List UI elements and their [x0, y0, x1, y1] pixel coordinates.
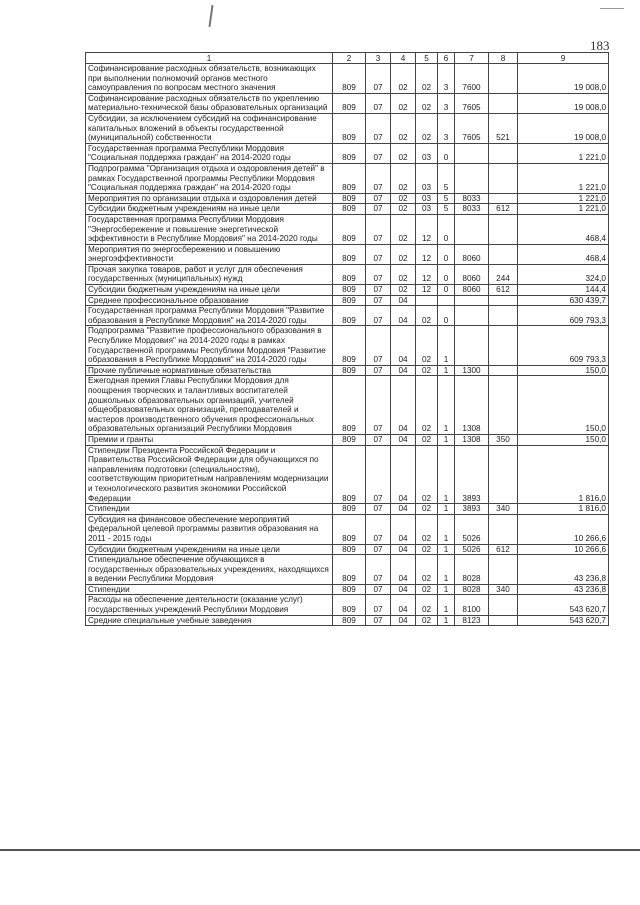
expense-type-code-cell	[489, 214, 518, 244]
table-row	[86, 376, 609, 435]
article-code-cell: 8123	[455, 615, 489, 626]
amount-cell: 609 793,3	[518, 306, 609, 326]
table-row	[86, 163, 609, 193]
chapter-code-cell: 809	[333, 214, 366, 244]
row-name-cell: Стипендиальное обеспечение обучающихся в государственных образовательных учреждениях, находящихся в ведении Республики Мордовия	[86, 555, 333, 585]
subprogram-code-cell: 1	[438, 445, 455, 504]
subprogram-code-cell: 1	[438, 434, 455, 445]
column-header: 5	[416, 53, 438, 64]
chapter-code-cell: 809	[333, 326, 366, 365]
expense-type-code-cell: 521	[489, 113, 518, 143]
article-code-cell: 8028	[455, 555, 489, 585]
expense-type-code-cell	[489, 163, 518, 193]
table-body	[86, 64, 609, 626]
expense-type-code-cell: 612	[489, 544, 518, 555]
table-row	[86, 143, 609, 163]
scan-artifact-corner	[600, 8, 624, 9]
row-name-cell: Средние специальные учебные заведения	[86, 615, 333, 626]
row-name-cell: Государственная программа Республики Мордовия "Социальная поддержка граждан" на 2014-2020 годы	[86, 143, 333, 163]
expense-type-code-cell	[489, 193, 518, 204]
amount-cell: 1 221,0	[518, 163, 609, 193]
amount-cell: 43 236,8	[518, 584, 609, 595]
subsection-code-cell: 02	[391, 214, 416, 244]
table-row	[86, 295, 609, 306]
program-code-cell: 02	[416, 326, 438, 365]
section-code-cell: 07	[366, 244, 391, 264]
table-row	[86, 326, 609, 365]
table-header-row	[86, 53, 609, 64]
row-name-cell: Субсидия на финансовое обеспечение мероприятий федеральной целевой программы развития образования на 2011 - 2015 годы	[86, 514, 333, 544]
subsection-code-cell: 02	[391, 285, 416, 296]
amount-cell: 609 793,3	[518, 326, 609, 365]
program-code-cell: 02	[416, 113, 438, 143]
expense-type-code-cell	[489, 64, 518, 94]
section-code-cell: 07	[366, 306, 391, 326]
row-name-cell: Стипендии Президента Российской Федерации и Правительства Российской Федерации для обучающихся по направлениям подготовки (специальностям), соответствующим приоритетным направлениям модернизации и технологического развития экономики Российской Федерации	[86, 445, 333, 504]
article-code-cell: 8033	[455, 193, 489, 204]
subsection-code-cell: 02	[391, 143, 416, 163]
section-code-cell: 07	[366, 544, 391, 555]
article-code-cell: 1308	[455, 376, 489, 435]
row-name-cell: Государственная программа Республики Мордовия "Энергосбережение и повышение энергетической эффективности в Республике Мордовия" на 2014-2020 годы	[86, 214, 333, 244]
amount-cell: 1 816,0	[518, 504, 609, 515]
article-code-cell: 1308	[455, 434, 489, 445]
chapter-code-cell: 809	[333, 445, 366, 504]
chapter-code-cell: 809	[333, 306, 366, 326]
expense-type-code-cell	[489, 365, 518, 376]
column-header: 9	[518, 53, 609, 64]
subprogram-code-cell: 1	[438, 376, 455, 435]
amount-cell: 43 236,8	[518, 555, 609, 585]
program-code-cell	[416, 295, 438, 306]
amount-cell: 1 816,0	[518, 445, 609, 504]
subsection-code-cell: 04	[391, 544, 416, 555]
table-row	[86, 93, 609, 113]
program-code-cell: 03	[416, 193, 438, 204]
column-header: 7	[455, 53, 489, 64]
subprogram-code-cell	[438, 295, 455, 306]
row-name-cell: Подпрограмма "Организация отдыха и оздоровления детей" в рамках Государственной программы Республики Мордовия "Социальная поддержка граждан" на 2014-2020 годы	[86, 163, 333, 193]
article-code-cell: 8100	[455, 595, 489, 615]
scan-artifact-mark	[208, 5, 213, 27]
column-header: 4	[391, 53, 416, 64]
chapter-code-cell: 809	[333, 514, 366, 544]
subprogram-code-cell: 1	[438, 584, 455, 595]
amount-cell: 543 620,7	[518, 615, 609, 626]
program-code-cell: 03	[416, 163, 438, 193]
subprogram-code-cell: 1	[438, 365, 455, 376]
chapter-code-cell: 809	[333, 376, 366, 435]
section-code-cell: 07	[366, 193, 391, 204]
subprogram-code-cell: 3	[438, 64, 455, 94]
subsection-code-cell: 04	[391, 295, 416, 306]
subsection-code-cell: 04	[391, 514, 416, 544]
subsection-code-cell: 02	[391, 113, 416, 143]
chapter-code-cell: 809	[333, 544, 366, 555]
amount-cell: 468,4	[518, 244, 609, 264]
program-code-cell: 03	[416, 143, 438, 163]
table-row	[86, 244, 609, 264]
expense-type-code-cell	[489, 244, 518, 264]
subsection-code-cell: 02	[391, 193, 416, 204]
table-row	[86, 504, 609, 515]
expense-type-code-cell	[489, 376, 518, 435]
article-code-cell: 3893	[455, 445, 489, 504]
chapter-code-cell: 809	[333, 163, 366, 193]
subsection-code-cell: 04	[391, 376, 416, 435]
subsection-code-cell: 04	[391, 306, 416, 326]
subsection-code-cell: 04	[391, 555, 416, 585]
article-code-cell	[455, 326, 489, 365]
expense-type-code-cell: 244	[489, 264, 518, 284]
amount-cell: 324,0	[518, 264, 609, 284]
table-row	[86, 595, 609, 615]
subsection-code-cell: 04	[391, 595, 416, 615]
row-name-cell: Прочая закупка товаров, работ и услуг для обеспечения государственных (муниципальных) нужд	[86, 264, 333, 284]
subprogram-code-cell: 1	[438, 504, 455, 515]
article-code-cell	[455, 295, 489, 306]
chapter-code-cell: 809	[333, 143, 366, 163]
row-name-cell: Прочие публичные нормативные обязательства	[86, 365, 333, 376]
program-code-cell: 12	[416, 244, 438, 264]
article-code-cell: 8060	[455, 285, 489, 296]
program-code-cell: 02	[416, 376, 438, 435]
section-code-cell: 07	[366, 445, 391, 504]
row-name-cell: Стипендии	[86, 504, 333, 515]
article-code-cell: 1300	[455, 365, 489, 376]
chapter-code-cell: 809	[333, 584, 366, 595]
expense-type-code-cell: 340	[489, 584, 518, 595]
article-code-cell: 7605	[455, 93, 489, 113]
article-code-cell: 8033	[455, 204, 489, 215]
section-code-cell: 07	[366, 113, 391, 143]
table-row	[86, 615, 609, 626]
row-name-cell: Подпрограмма "Развитие профессионального образования в Республике Мордовия" на 2014-2020 годы в рамках Государственной программы Республики Мордовия "Развитие образования в Республике Мордовия" на 2014-2020 годы	[86, 326, 333, 365]
amount-cell: 144,4	[518, 285, 609, 296]
subprogram-code-cell: 5	[438, 193, 455, 204]
chapter-code-cell: 809	[333, 93, 366, 113]
column-header: 6	[438, 53, 455, 64]
chapter-code-cell: 809	[333, 285, 366, 296]
program-code-cell: 12	[416, 214, 438, 244]
section-code-cell: 07	[366, 295, 391, 306]
article-code-cell: 8028	[455, 584, 489, 595]
program-code-cell: 02	[416, 306, 438, 326]
program-code-cell: 02	[416, 584, 438, 595]
program-code-cell: 02	[416, 93, 438, 113]
chapter-code-cell: 809	[333, 64, 366, 94]
row-name-cell: Субсидии бюджетным учреждениям на иные цели	[86, 544, 333, 555]
program-code-cell: 02	[416, 615, 438, 626]
chapter-code-cell: 809	[333, 365, 366, 376]
program-code-cell: 03	[416, 204, 438, 215]
column-header: 1	[86, 53, 333, 64]
column-header: 3	[366, 53, 391, 64]
amount-cell: 19 008,0	[518, 113, 609, 143]
article-code-cell	[455, 163, 489, 193]
amount-cell: 468,4	[518, 214, 609, 244]
expense-type-code-cell: 340	[489, 504, 518, 515]
program-code-cell: 02	[416, 544, 438, 555]
budget-table	[85, 52, 609, 626]
expense-type-code-cell	[489, 143, 518, 163]
expense-type-code-cell: 612	[489, 285, 518, 296]
subsection-code-cell: 04	[391, 615, 416, 626]
article-code-cell: 3893	[455, 504, 489, 515]
subsection-code-cell: 04	[391, 504, 416, 515]
subprogram-code-cell: 1	[438, 595, 455, 615]
article-code-cell: 8060	[455, 244, 489, 264]
amount-cell: 1 221,0	[518, 193, 609, 204]
row-name-cell: Мероприятия по энергосбережению и повышению энергоэффективности	[86, 244, 333, 264]
program-code-cell: 02	[416, 445, 438, 504]
subsection-code-cell: 04	[391, 445, 416, 504]
subsection-code-cell: 02	[391, 244, 416, 264]
amount-cell: 630 439,7	[518, 295, 609, 306]
amount-cell: 543 620,7	[518, 595, 609, 615]
section-code-cell: 07	[366, 204, 391, 215]
expense-type-code-cell	[489, 93, 518, 113]
subprogram-code-cell: 5	[438, 163, 455, 193]
subprogram-code-cell: 0	[438, 214, 455, 244]
amount-cell: 19 008,0	[518, 64, 609, 94]
amount-cell: 19 008,0	[518, 93, 609, 113]
row-name-cell: Среднее профессиональное образование	[86, 295, 333, 306]
section-code-cell: 07	[366, 326, 391, 365]
table-row	[86, 214, 609, 244]
amount-cell: 150,0	[518, 365, 609, 376]
table-row	[86, 555, 609, 585]
row-name-cell: Мероприятия по организации отдыха и оздоровления детей	[86, 193, 333, 204]
row-name-cell: Ежегодная премия Главы Республики Мордовия для поощрения творческих и талантливых воспитателей дошкольных образовательных организаций, учителей общеобразовательных организаций, преподавателей и мастеров производственного обучения профессиональных образовательных организаций Республики Мордовия	[86, 376, 333, 435]
subsection-code-cell: 04	[391, 434, 416, 445]
scan-edge-line	[0, 849, 640, 851]
table-row	[86, 204, 609, 215]
chapter-code-cell: 809	[333, 555, 366, 585]
row-name-cell: Субсидии, за исключением субсидий на софинансирование капитальных вложений в объекты государственной (муниципальной) собственности	[86, 113, 333, 143]
amount-cell: 150,0	[518, 434, 609, 445]
chapter-code-cell: 809	[333, 434, 366, 445]
row-name-cell: Расходы на обеспечение деятельности (оказание услуг) государственных учреждений Республики Мордовия	[86, 595, 333, 615]
program-code-cell: 02	[416, 514, 438, 544]
article-code-cell: 5026	[455, 544, 489, 555]
subprogram-code-cell: 1	[438, 514, 455, 544]
article-code-cell	[455, 214, 489, 244]
subsection-code-cell: 04	[391, 584, 416, 595]
table-row	[86, 445, 609, 504]
section-code-cell: 07	[366, 595, 391, 615]
section-code-cell: 07	[366, 264, 391, 284]
expense-type-code-cell	[489, 595, 518, 615]
section-code-cell: 07	[366, 434, 391, 445]
table-row	[86, 365, 609, 376]
subprogram-code-cell: 0	[438, 244, 455, 264]
chapter-code-cell: 809	[333, 295, 366, 306]
expense-type-code-cell	[489, 555, 518, 585]
section-code-cell: 07	[366, 163, 391, 193]
column-header: 2	[333, 53, 366, 64]
section-code-cell: 07	[366, 285, 391, 296]
section-code-cell: 07	[366, 584, 391, 595]
subprogram-code-cell: 3	[438, 93, 455, 113]
program-code-cell: 12	[416, 285, 438, 296]
section-code-cell: 07	[366, 615, 391, 626]
expense-type-code-cell: 350	[489, 434, 518, 445]
table-row	[86, 113, 609, 143]
amount-cell: 1 221,0	[518, 143, 609, 163]
chapter-code-cell: 809	[333, 244, 366, 264]
section-code-cell: 07	[366, 555, 391, 585]
subprogram-code-cell: 1	[438, 615, 455, 626]
row-name-cell: Субсидии бюджетным учреждениям на иные цели	[86, 285, 333, 296]
chapter-code-cell: 809	[333, 264, 366, 284]
subprogram-code-cell: 0	[438, 264, 455, 284]
chapter-code-cell: 809	[333, 113, 366, 143]
amount-cell: 150,0	[518, 376, 609, 435]
expense-type-code-cell	[489, 514, 518, 544]
section-code-cell: 07	[366, 64, 391, 94]
chapter-code-cell: 809	[333, 615, 366, 626]
expense-type-code-cell	[489, 306, 518, 326]
amount-cell: 10 266,6	[518, 514, 609, 544]
amount-cell: 1 221,0	[518, 204, 609, 215]
article-code-cell: 7600	[455, 64, 489, 94]
section-code-cell: 07	[366, 365, 391, 376]
table-row	[86, 193, 609, 204]
table-row	[86, 434, 609, 445]
chapter-code-cell: 809	[333, 193, 366, 204]
subprogram-code-cell: 0	[438, 285, 455, 296]
table-row	[86, 544, 609, 555]
program-code-cell: 02	[416, 64, 438, 94]
section-code-cell: 07	[366, 214, 391, 244]
program-code-cell: 02	[416, 504, 438, 515]
subprogram-code-cell: 1	[438, 555, 455, 585]
subprogram-code-cell: 0	[438, 306, 455, 326]
row-name-cell: Софинансирование расходных обязательств по укреплению материально-технической базы образовательных организаций	[86, 93, 333, 113]
row-name-cell: Субсидии бюджетным учреждениям на иные цели	[86, 204, 333, 215]
table-row	[86, 264, 609, 284]
subsection-code-cell: 02	[391, 204, 416, 215]
program-code-cell: 02	[416, 595, 438, 615]
table-row	[86, 584, 609, 595]
section-code-cell: 07	[366, 93, 391, 113]
subsection-code-cell: 04	[391, 326, 416, 365]
subprogram-code-cell: 1	[438, 544, 455, 555]
section-code-cell: 07	[366, 504, 391, 515]
table-row	[86, 306, 609, 326]
section-code-cell: 07	[366, 514, 391, 544]
table-row	[86, 285, 609, 296]
row-name-cell: Государственная программа Республики Мордовия "Развитие образования в Республике Мордовия" на 2014-2020 годы	[86, 306, 333, 326]
article-code-cell: 8060	[455, 264, 489, 284]
subsection-code-cell: 04	[391, 365, 416, 376]
chapter-code-cell: 809	[333, 204, 366, 215]
amount-cell: 10 266,6	[518, 544, 609, 555]
section-code-cell: 07	[366, 143, 391, 163]
expense-type-code-cell	[489, 445, 518, 504]
column-header: 8	[489, 53, 518, 64]
article-code-cell: 7605	[455, 113, 489, 143]
expense-type-code-cell: 612	[489, 204, 518, 215]
row-name-cell: Софинансирование расходных обязательств, возникающих при выполнении полномочий органов местного самоуправления по вопросам местного значения	[86, 64, 333, 94]
expense-type-code-cell	[489, 326, 518, 365]
program-code-cell: 02	[416, 555, 438, 585]
chapter-code-cell: 809	[333, 504, 366, 515]
subprogram-code-cell: 0	[438, 143, 455, 163]
article-code-cell	[455, 143, 489, 163]
expense-type-code-cell	[489, 295, 518, 306]
table-row	[86, 64, 609, 94]
page-number: 183	[590, 38, 610, 53]
program-code-cell: 02	[416, 365, 438, 376]
chapter-code-cell: 809	[333, 595, 366, 615]
subsection-code-cell: 02	[391, 264, 416, 284]
article-code-cell	[455, 306, 489, 326]
section-code-cell: 07	[366, 376, 391, 435]
row-name-cell: Премии и гранты	[86, 434, 333, 445]
expense-type-code-cell	[489, 615, 518, 626]
row-name-cell: Стипендии	[86, 584, 333, 595]
subprogram-code-cell: 3	[438, 113, 455, 143]
program-code-cell: 02	[416, 434, 438, 445]
article-code-cell: 5026	[455, 514, 489, 544]
subsection-code-cell: 02	[391, 93, 416, 113]
table-row	[86, 514, 609, 544]
program-code-cell: 12	[416, 264, 438, 284]
subsection-code-cell: 02	[391, 64, 416, 94]
subprogram-code-cell: 5	[438, 204, 455, 215]
subprogram-code-cell: 1	[438, 326, 455, 365]
subsection-code-cell: 02	[391, 163, 416, 193]
